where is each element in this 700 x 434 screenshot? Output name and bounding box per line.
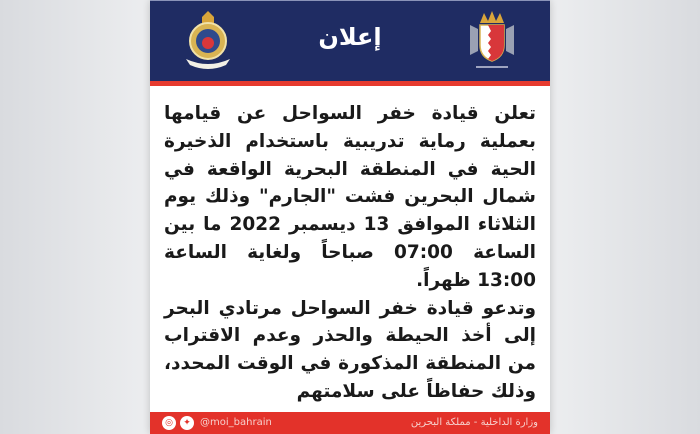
- ministry-of-interior-emblem-icon: [464, 11, 520, 73]
- announcement-card: [150, 0, 550, 434]
- footer: [150, 412, 550, 434]
- ministry-name: وزارة الداخلية - مملكة البحرين: [410, 417, 538, 428]
- paragraph-1: تعلن قيادة خفر السواحل عن قيامها بعملية رماية تدريبية باستخدام الذخيرة الحية في المنطقة البحرية الواقعة في شمال البحرين فشت "الجارم" وذلك يوم الثلاثاء الموافق 13 ديسمبر 2022 ما بين الساعة 07:00 صباحاً ولغاية الساعة 13:00 ظهراً.: [164, 103, 536, 291]
- announcement-body: [164, 100, 536, 406]
- twitter-icon[interactable]: ✦: [180, 416, 194, 430]
- instagram-icon[interactable]: ◎: [162, 416, 176, 430]
- header-stripe: [150, 81, 550, 86]
- paragraph-2: وتدعو قيادة خفر السواحل مرتادي البحر إلى أخذ الحيطة والحذر وعدم الاقتراب من المنطقة المذكورة في الوقت المحدد، وذلك حفاظاً على سلامتهم: [164, 297, 536, 402]
- header: [150, 0, 550, 82]
- social-handle[interactable]: @moi_bahrain: [200, 417, 272, 428]
- page-title: إعلان: [318, 23, 382, 51]
